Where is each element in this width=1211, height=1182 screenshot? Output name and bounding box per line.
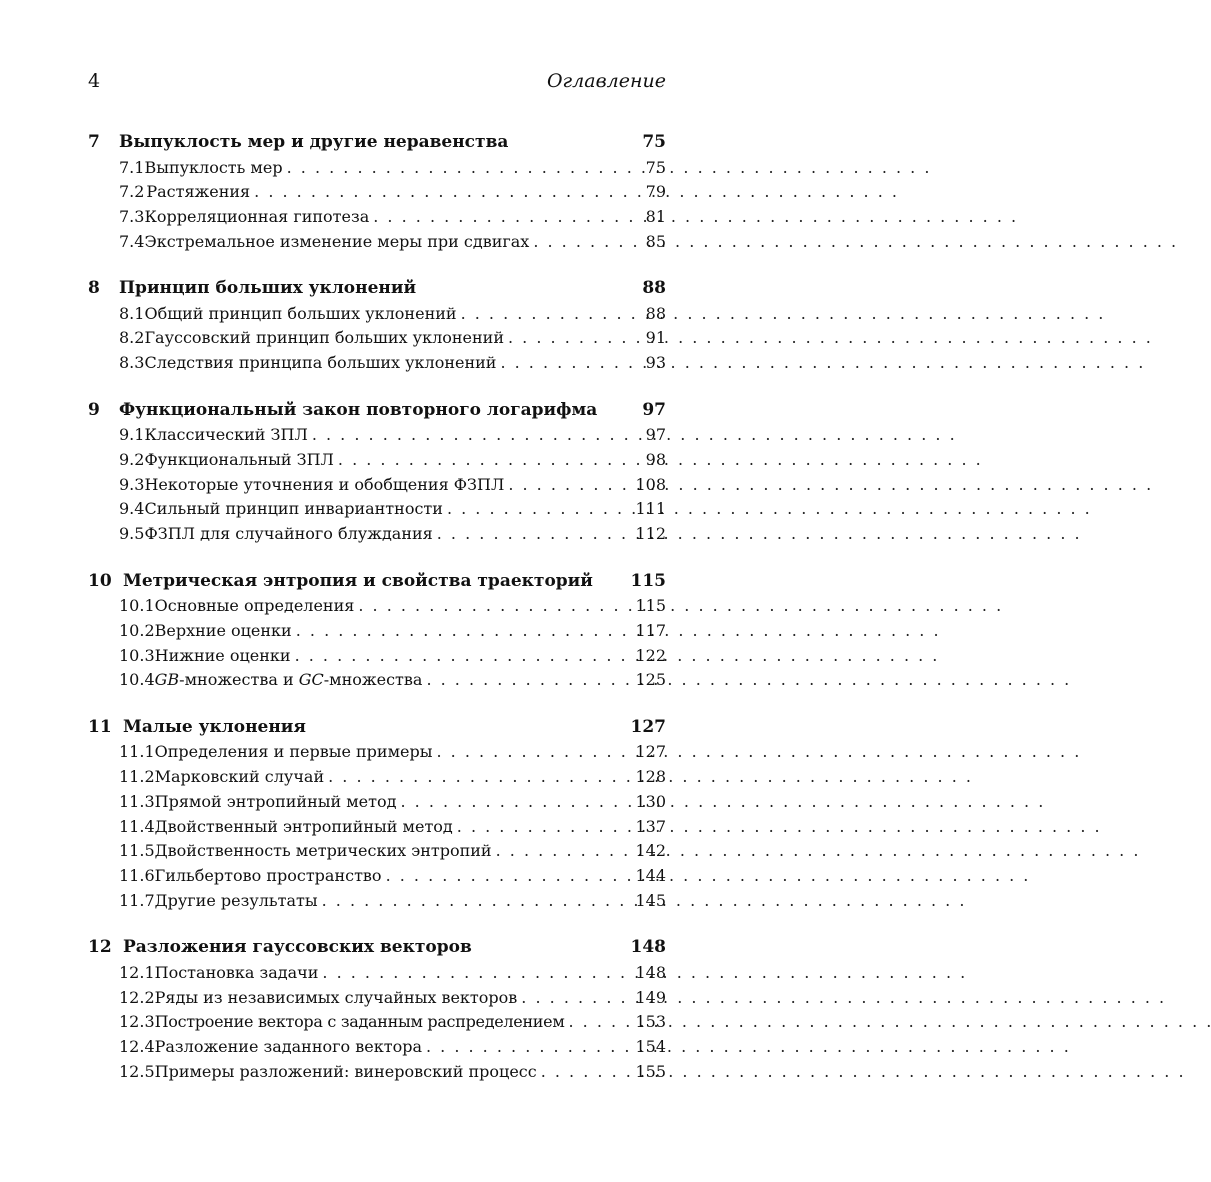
section-title: Марковский случай — [154, 767, 325, 787]
chapter-9 — [88, 398, 666, 547]
chapter-page: 127 — [630, 716, 666, 737]
section-title: Верхние оценки — [154, 620, 292, 640]
dot-leader — [373, 205, 628, 230]
section-number: 10.2 — [119, 620, 155, 640]
section-number: 8.3 — [119, 353, 145, 373]
section-page: 117 — [635, 620, 666, 640]
chapter-10 — [88, 569, 666, 694]
section-page: 153 — [635, 1012, 666, 1032]
section-title: Корреляционная гипотеза — [144, 207, 370, 227]
dot-leader — [295, 644, 628, 669]
dot-leader — [437, 522, 628, 547]
dot-leader — [457, 815, 628, 840]
page-header — [88, 70, 666, 98]
section-entry[interactable] — [88, 740, 666, 765]
section-page: 148 — [635, 962, 666, 982]
dot-leader — [508, 326, 628, 351]
dot-leader — [322, 961, 628, 986]
title-text: -множества и — [179, 670, 299, 690]
section-title: Разложение заданного вектора — [154, 1037, 422, 1057]
section-title: Прямой энтропийный метод — [154, 791, 397, 811]
dot-leader — [312, 423, 628, 448]
math-gc: GC — [298, 670, 324, 690]
page-number: 4 — [88, 70, 101, 92]
section-number: 10.4 — [119, 670, 155, 690]
dot-leader — [496, 839, 628, 864]
math-gb: GB — [154, 670, 180, 690]
section-entry[interactable] — [88, 180, 666, 205]
section-page: 137 — [635, 816, 666, 836]
section-page: 155 — [635, 1062, 666, 1082]
section-number: 11.4 — [119, 816, 155, 836]
section-page: 128 — [635, 767, 666, 787]
section-entry[interactable] — [88, 156, 666, 181]
section-number: 12.3 — [119, 1012, 155, 1032]
section-number: 11.2 — [119, 767, 155, 787]
section-entry[interactable] — [88, 351, 666, 376]
dot-leader — [521, 986, 628, 1011]
section-entry[interactable] — [88, 790, 666, 815]
chapter-title: Принцип больших уклонений — [119, 278, 417, 299]
section-entry[interactable] — [88, 986, 666, 1011]
section-title: Двойственный энтропийный метод — [154, 816, 453, 836]
chapter-heading[interactable] — [88, 935, 666, 961]
section-title: Ряды из независимых случайных векторов — [154, 987, 518, 1007]
section-page: 108 — [635, 474, 666, 494]
section-number: 10.3 — [119, 645, 155, 665]
section-number: 7.3 — [119, 207, 145, 227]
chapter-page: 148 — [630, 937, 666, 958]
section-title: Экстремальное изменение меры при сдвигах — [144, 231, 530, 251]
section-entry[interactable] — [88, 302, 666, 327]
section-entry[interactable] — [88, 522, 666, 547]
section-number: 9.1 — [119, 425, 145, 445]
section-entry[interactable] — [88, 619, 666, 644]
dot-leader — [461, 302, 628, 327]
section-number: 9.4 — [119, 499, 145, 519]
section-entry[interactable] — [88, 448, 666, 473]
section-page: 93 — [645, 353, 666, 373]
chapter-title: Выпуклость мер и другие неравенства — [119, 132, 509, 152]
section-page: 98 — [645, 449, 666, 469]
chapter-page: 97 — [642, 399, 666, 420]
section-title: Классический ЗПЛ — [144, 425, 308, 445]
chapter-heading[interactable] — [88, 130, 666, 156]
dot-leader — [386, 864, 628, 889]
section-entry[interactable] — [88, 961, 666, 986]
chapter-heading[interactable] — [88, 398, 666, 424]
section-number: 8.2 — [119, 328, 145, 348]
section-title: Построение вектора с заданным распределением — [154, 1012, 565, 1032]
section-entry[interactable] — [88, 815, 666, 840]
chapter-number: 12 — [88, 937, 112, 958]
section-entry[interactable] — [88, 644, 666, 669]
section-number: 12.5 — [119, 1062, 155, 1082]
chapter-heading[interactable] — [88, 715, 666, 741]
dot-leader — [426, 1035, 628, 1060]
chapter-number: 7 — [88, 132, 100, 152]
section-title: Нижние оценки — [154, 645, 291, 665]
chapter-title: Функциональный закон повторного логарифма — [119, 399, 598, 420]
section-page: 115 — [635, 596, 666, 616]
section-entry[interactable] — [88, 1010, 666, 1035]
section-number: 7.2 — [119, 182, 145, 202]
section-page: 85 — [645, 231, 666, 251]
chapter-title: Разложения гауссовских векторов — [123, 937, 472, 958]
section-title: Функциональный ЗПЛ — [144, 449, 334, 469]
section-entry[interactable] — [88, 668, 666, 693]
chapter-number: 9 — [88, 399, 100, 420]
dot-leader — [358, 594, 628, 619]
section-page: 79 — [645, 182, 666, 202]
dot-leader — [322, 889, 628, 914]
section-number: 9.2 — [119, 449, 145, 469]
dot-leader — [436, 740, 628, 765]
section-number: 11.3 — [119, 791, 155, 811]
section-title: Гауссовский принцип больших уклонений — [144, 328, 504, 348]
section-title: Сильный принцип инвариантности — [144, 499, 443, 519]
section-entry[interactable] — [88, 765, 666, 790]
section-page: 81 — [645, 207, 666, 227]
section-entry[interactable] — [88, 205, 666, 230]
section-page: 125 — [635, 670, 666, 690]
section-page: 75 — [645, 157, 666, 177]
section-number: 11.7 — [119, 891, 155, 911]
section-title: Некоторые уточнения и обобщения ФЗПЛ — [144, 474, 505, 494]
section-page: 122 — [635, 645, 666, 665]
chapter-page: 75 — [642, 132, 666, 152]
section-page: 88 — [645, 303, 666, 323]
chapter-heading[interactable] — [88, 276, 666, 302]
section-number: 12.2 — [119, 987, 155, 1007]
section-number: 11.5 — [119, 841, 155, 861]
chapter-number: 10 — [88, 570, 112, 591]
section-page: 127 — [635, 742, 666, 762]
dot-leader — [338, 448, 628, 473]
section-title: Общий принцип больших уклонений — [144, 303, 457, 323]
dot-leader — [447, 497, 628, 522]
section-title: Гильбертово пространство — [154, 866, 382, 886]
section-title — [155, 668, 427, 693]
chapter-11 — [88, 715, 666, 914]
section-entry[interactable] — [88, 423, 666, 448]
section-number: 9.5 — [119, 524, 145, 544]
section-page: 97 — [645, 425, 666, 445]
dot-leader — [296, 619, 628, 644]
section-page: 142 — [635, 841, 666, 861]
chapter-page: 88 — [642, 278, 666, 299]
section-number: 9.3 — [119, 474, 145, 494]
section-title: Другие результаты — [154, 891, 318, 911]
chapter-number: 11 — [88, 716, 112, 737]
section-title: Двойственность метрических энтропий — [154, 841, 492, 861]
section-title: Выпуклость мер — [144, 157, 283, 177]
section-entry[interactable] — [88, 1035, 666, 1060]
section-entry[interactable] — [88, 889, 666, 914]
dot-leader — [400, 790, 628, 815]
chapter-number: 8 — [88, 278, 100, 299]
section-number: 11.6 — [119, 866, 155, 886]
section-entry[interactable] — [88, 497, 666, 522]
section-page: 145 — [635, 891, 666, 911]
section-title: Следствия принципа больших уклонений — [144, 353, 497, 373]
chapter-7 — [88, 130, 666, 255]
section-entry[interactable] — [88, 839, 666, 864]
section-entry[interactable] — [88, 864, 666, 889]
section-number: 8.1 — [119, 303, 145, 323]
section-entry[interactable] — [88, 326, 666, 351]
chapter-8 — [88, 276, 666, 376]
section-page: 111 — [635, 499, 666, 519]
section-number: 12.1 — [119, 962, 155, 982]
section-number: 12.4 — [119, 1037, 155, 1057]
dot-leader — [426, 668, 628, 693]
running-title: Оглавление — [546, 70, 666, 92]
section-page: 149 — [635, 987, 666, 1007]
section-number: 7.4 — [119, 231, 145, 251]
section-number: 10.1 — [119, 596, 155, 616]
section-page: 144 — [635, 866, 666, 886]
dot-leader — [328, 765, 628, 790]
section-title: Растяжения — [146, 182, 251, 202]
section-page: 112 — [635, 524, 666, 544]
section-entry[interactable] — [88, 594, 666, 619]
section-entry[interactable] — [88, 230, 666, 255]
chapter-title: Малые уклонения — [123, 716, 306, 737]
section-entry[interactable] — [88, 473, 666, 498]
section-page: 130 — [635, 791, 666, 811]
chapter-12 — [88, 935, 666, 1084]
section-title: Постановка задачи — [154, 962, 319, 982]
dot-leader — [541, 1060, 628, 1085]
chapter-heading[interactable] — [88, 569, 666, 595]
dot-leader — [508, 473, 628, 498]
section-number: 11.1 — [119, 742, 155, 762]
section-title: Примеры разложений: винеровский процесс — [154, 1062, 537, 1082]
dot-leader — [533, 230, 628, 255]
table-of-contents — [88, 130, 666, 1106]
section-entry[interactable] — [88, 1060, 666, 1085]
dot-leader — [500, 351, 628, 376]
dot-leader — [254, 180, 628, 205]
section-title: Основные определения — [154, 596, 355, 616]
section-title: Определения и первые примеры — [154, 742, 433, 762]
dot-leader — [569, 1010, 629, 1035]
section-page: 154 — [635, 1037, 666, 1057]
chapter-page: 115 — [630, 570, 666, 591]
chapter-title: Метрическая энтропия и свойства траекторий — [123, 570, 593, 591]
section-number: 7.1 — [119, 157, 145, 177]
dot-leader — [287, 156, 628, 181]
section-title: ФЗПЛ для случайного блуждания — [144, 524, 433, 544]
title-text: -множества — [323, 670, 423, 690]
section-page: 91 — [645, 328, 666, 348]
